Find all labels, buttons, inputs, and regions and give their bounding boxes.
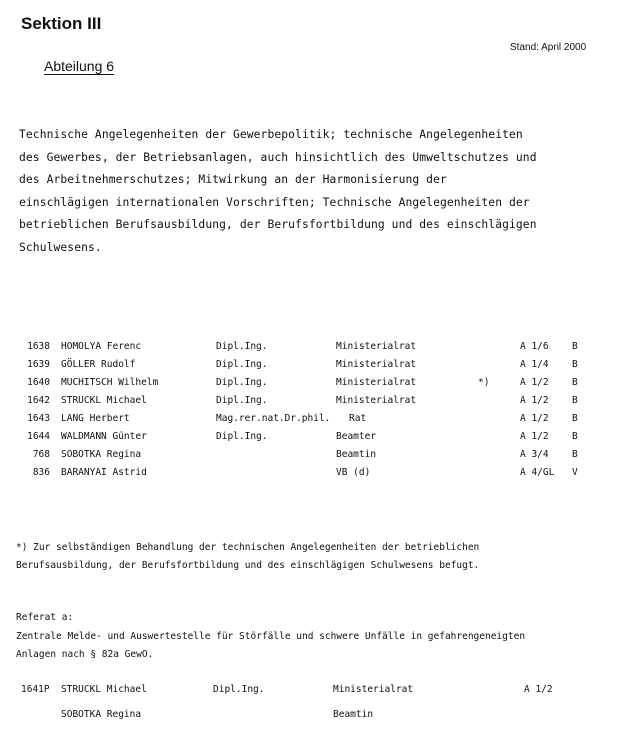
staff-title: Dipl.Ing.: [216, 359, 268, 370]
referat-line: Zentrale Melde- und Auswertestelle für Störfälle und schwere Unfälle in gefahrengeneigten: [16, 631, 526, 642]
referat-description: [16, 628, 525, 664]
section-title: Sektion III: [21, 14, 102, 33]
staff-category: B: [572, 395, 578, 406]
staff-title: Dipl.Ing.: [216, 395, 268, 406]
staff-rank: VB (d): [336, 467, 371, 478]
staff-row: [0, 413, 642, 431]
staff-name: MUCHITSCH Wilhelm: [61, 377, 159, 388]
staff-row: [0, 341, 642, 359]
staff-rank: Rat: [349, 413, 367, 424]
staff-number: 1638: [27, 341, 50, 352]
staff-rank: Ministerialrat: [336, 377, 417, 388]
staff-name: HOMOLYA Ferenc: [61, 341, 142, 352]
staff-row: [0, 709, 642, 727]
stand-date: Stand: April 2000: [510, 42, 587, 53]
staff-category: V: [572, 467, 578, 478]
department-description: [19, 124, 631, 259]
staff-grade: A 1/2: [520, 377, 549, 388]
staff-name: BARANYAI Astrid: [61, 467, 147, 478]
staff-title: Dipl.Ing.: [216, 377, 268, 388]
staff-name: SOBOTKA Regina: [61, 709, 142, 720]
staff-grade: A 1/2: [520, 413, 549, 424]
staff-grade: A 1/6: [520, 341, 549, 352]
description-line: des Arbeitnehmerschutzes; Mitwirkung an der Harmonisierung der: [19, 173, 447, 186]
staff-category: B: [572, 449, 578, 460]
staff-number: 1641P: [21, 684, 50, 695]
staff-row: [0, 467, 642, 485]
staff-rank: Ministerialrat: [336, 341, 417, 352]
staff-rank: Beamtin: [333, 709, 374, 720]
staff-grade: A 1/2: [520, 431, 549, 442]
footnote-line: *) Zur selbständigen Behandlung der technischen Angelegenheiten der betrieblichen: [16, 542, 480, 553]
department-heading: Abteilung 6: [44, 58, 115, 74]
staff-title: Mag.rer.nat.Dr.phil.: [216, 413, 331, 424]
staff-grade: A 1/2: [520, 395, 549, 406]
staff-rank: Beamter: [336, 431, 377, 442]
staff-number: 768: [32, 449, 50, 460]
staff-row: [0, 431, 642, 449]
staff-rank: Beamtin: [336, 449, 377, 460]
staff-name: WALDMANN Günter: [61, 431, 147, 442]
staff-rank: Ministerialrat: [336, 359, 417, 370]
staff-category: B: [572, 413, 578, 424]
staff-name: STRUCKL Michael: [61, 395, 147, 406]
staff-number: 1639: [27, 359, 50, 370]
staff-grade: A 1/4: [520, 359, 549, 370]
footnote: [16, 539, 479, 575]
staff-grade: A 3/4: [520, 449, 549, 460]
staff-name: STRUCKL Michael: [61, 684, 147, 695]
staff-title: Dipl.Ing.: [216, 341, 268, 352]
footnote-line: Berufsausbildung, der Berufsfortbildung und des einschlägigen Schulwesens befugt.: [16, 560, 480, 571]
staff-grade: A 1/2: [524, 684, 553, 695]
staff-grade: A 4/GL: [520, 467, 555, 478]
staff-row: [0, 377, 642, 395]
staff-row: [0, 359, 642, 377]
staff-row: [0, 449, 642, 467]
staff-row: [0, 395, 642, 413]
staff-number: 1643: [27, 413, 50, 424]
staff-number: 1640: [27, 377, 50, 388]
staff-number: 1644: [27, 431, 50, 442]
staff-row: [0, 684, 642, 702]
staff-title: Dipl.Ing.: [216, 431, 268, 442]
description-line: betrieblichen Berufsausbildung, der Berufsfortbildung und des einschlägigen: [19, 218, 537, 231]
description-line: einschlägigen internationalen Vorschriften; Technische Angelegenheiten der: [19, 195, 530, 209]
staff-category: B: [572, 431, 578, 442]
referat-line: Anlagen nach § 82a GewO.: [16, 649, 154, 660]
staff-number: 1642: [27, 395, 50, 406]
staff-category: B: [572, 341, 578, 352]
staff-rank: Ministerialrat: [336, 395, 417, 406]
description-line: Technische Angelegenheiten der Gewerbepolitik; technische Angelegenheiten: [19, 128, 523, 141]
staff-title: Dipl.Ing.: [213, 684, 265, 695]
footnote-marker: *): [478, 377, 490, 388]
description-line: Schulwesens.: [19, 240, 102, 254]
staff-name: LANG Herbert: [61, 413, 130, 424]
staff-name: SOBOTKA Regina: [61, 449, 142, 460]
staff-number: 836: [32, 467, 50, 478]
staff-name: GÖLLER Rudolf: [61, 359, 136, 370]
staff-category: B: [572, 359, 578, 370]
staff-category: B: [572, 377, 578, 388]
staff-rank: Ministerialrat: [333, 684, 414, 695]
referat-heading: Referat a:: [16, 612, 74, 623]
description-line: des Gewerbes, der Betriebsanlagen, auch hinsichtlich des Umweltschutzes und: [19, 150, 537, 164]
